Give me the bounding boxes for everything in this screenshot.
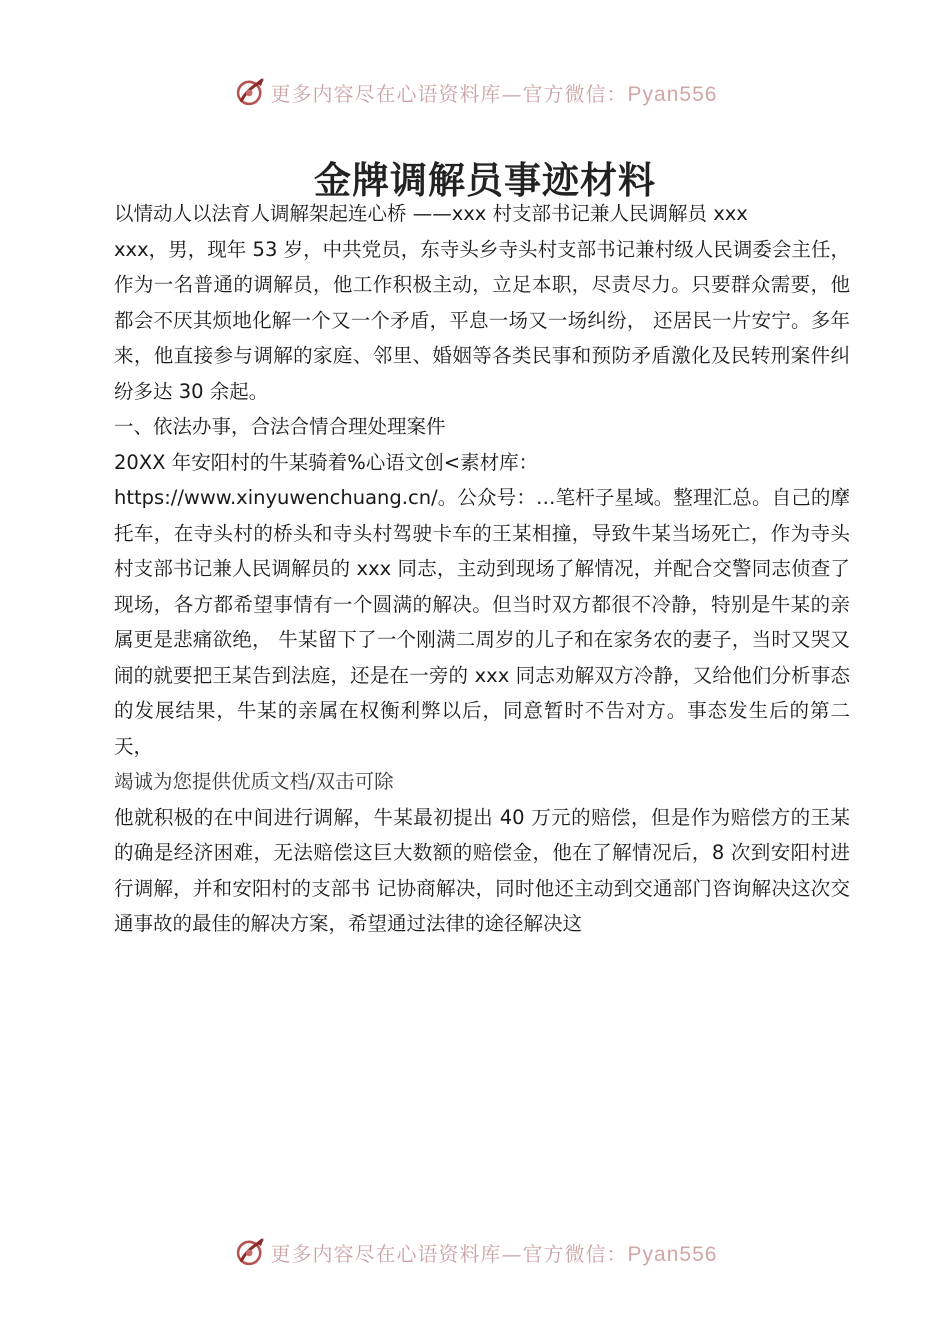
logo-icon: [233, 1235, 267, 1269]
watermark-text: 更多内容尽在心语资料库—官方微信：Pyan556: [270, 1241, 718, 1266]
watermark-wechat-id: Pyan556: [627, 1242, 718, 1266]
section-heading: 一、依法办事，合法合情合理处理案件: [114, 415, 446, 438]
watermark-wechat-id: Pyan556: [627, 82, 718, 106]
watermark-text: 更多内容尽在心语资料库—官方微信：Pyan556: [270, 81, 718, 106]
body-paragraph: 20XX 年安阳村的牛某骑着%心语文创<素材库：: [114, 450, 539, 474]
body-paragraph: https://www.xinyuwenchuang.cn/。公众号：…笔杆子星域。整理汇总。自己的摩托车，在寺头村的桥头和寺头村驾驶卡车的王某相撞，导致牛某当场死亡，作为寺头村支部书记兼人民调解员的 xxx 同志，主动到现场了解情况，并配合交警同志侦查了现场，各方都希望事情有一个圆满的解决。但当时双方都很不冷静，特别是牛某的亲属更是悲痛欲绝， 牛某留下了一个刚满二周岁的儿子和在家务农的妻子，当时又哭又闹的就要把王某告到法庭，还是在一旁的 xxx 同志劝解双方冷静，又给他们分析事态的发展结果，牛某的亲属在权衡利弊以后，同意暂时不告对方。事态发生后的第二天，: [114, 486, 850, 758]
logo-icon: [233, 75, 267, 109]
subtitle-paragraph: 以情动人以法育人调解架起连心桥 ——xxx 村支部书记兼人民调解员 xxx: [114, 202, 748, 225]
body-paragraph: 他就积极的在中间进行调解，牛某最初提出 40 万元的赔偿，但是作为赔偿方的王某的确是经济困难，无法赔偿这巨大数额的赔偿金，他在了解情况后，8 次到安阳村进行调解，并和安阳村的支部书 记协商解决，同时他还主动到交通部门咨询解决这次交通事故的最佳的解决方案，希望通过法律的途径解决这: [114, 805, 850, 935]
document-title: 金牌调解员事迹材料: [314, 158, 656, 202]
notice-line: 竭诚为您提供优质文档/双击可除: [114, 770, 394, 793]
body-paragraph: xxx，男，现年 53 岁，中共党员，东寺头乡寺头村支部书记兼村级人民调委会主任，作为一名普通的调解员，他工作积极主动，立足本职，尽责尽力。只要群众需要，他都会不厌其烦地化解一个又一个矛盾，平息一场又一场纠纷， 还居民一片安宁。多年来，他直接参与调解的家庭、邻里、婚姻等各类民事和预防矛盾激化及民转刑案件纠纷多达 30 余起。: [114, 237, 850, 403]
footer-watermark: [0, 1232, 950, 1272]
header-watermark: [0, 72, 950, 112]
document-body: [114, 196, 850, 942]
